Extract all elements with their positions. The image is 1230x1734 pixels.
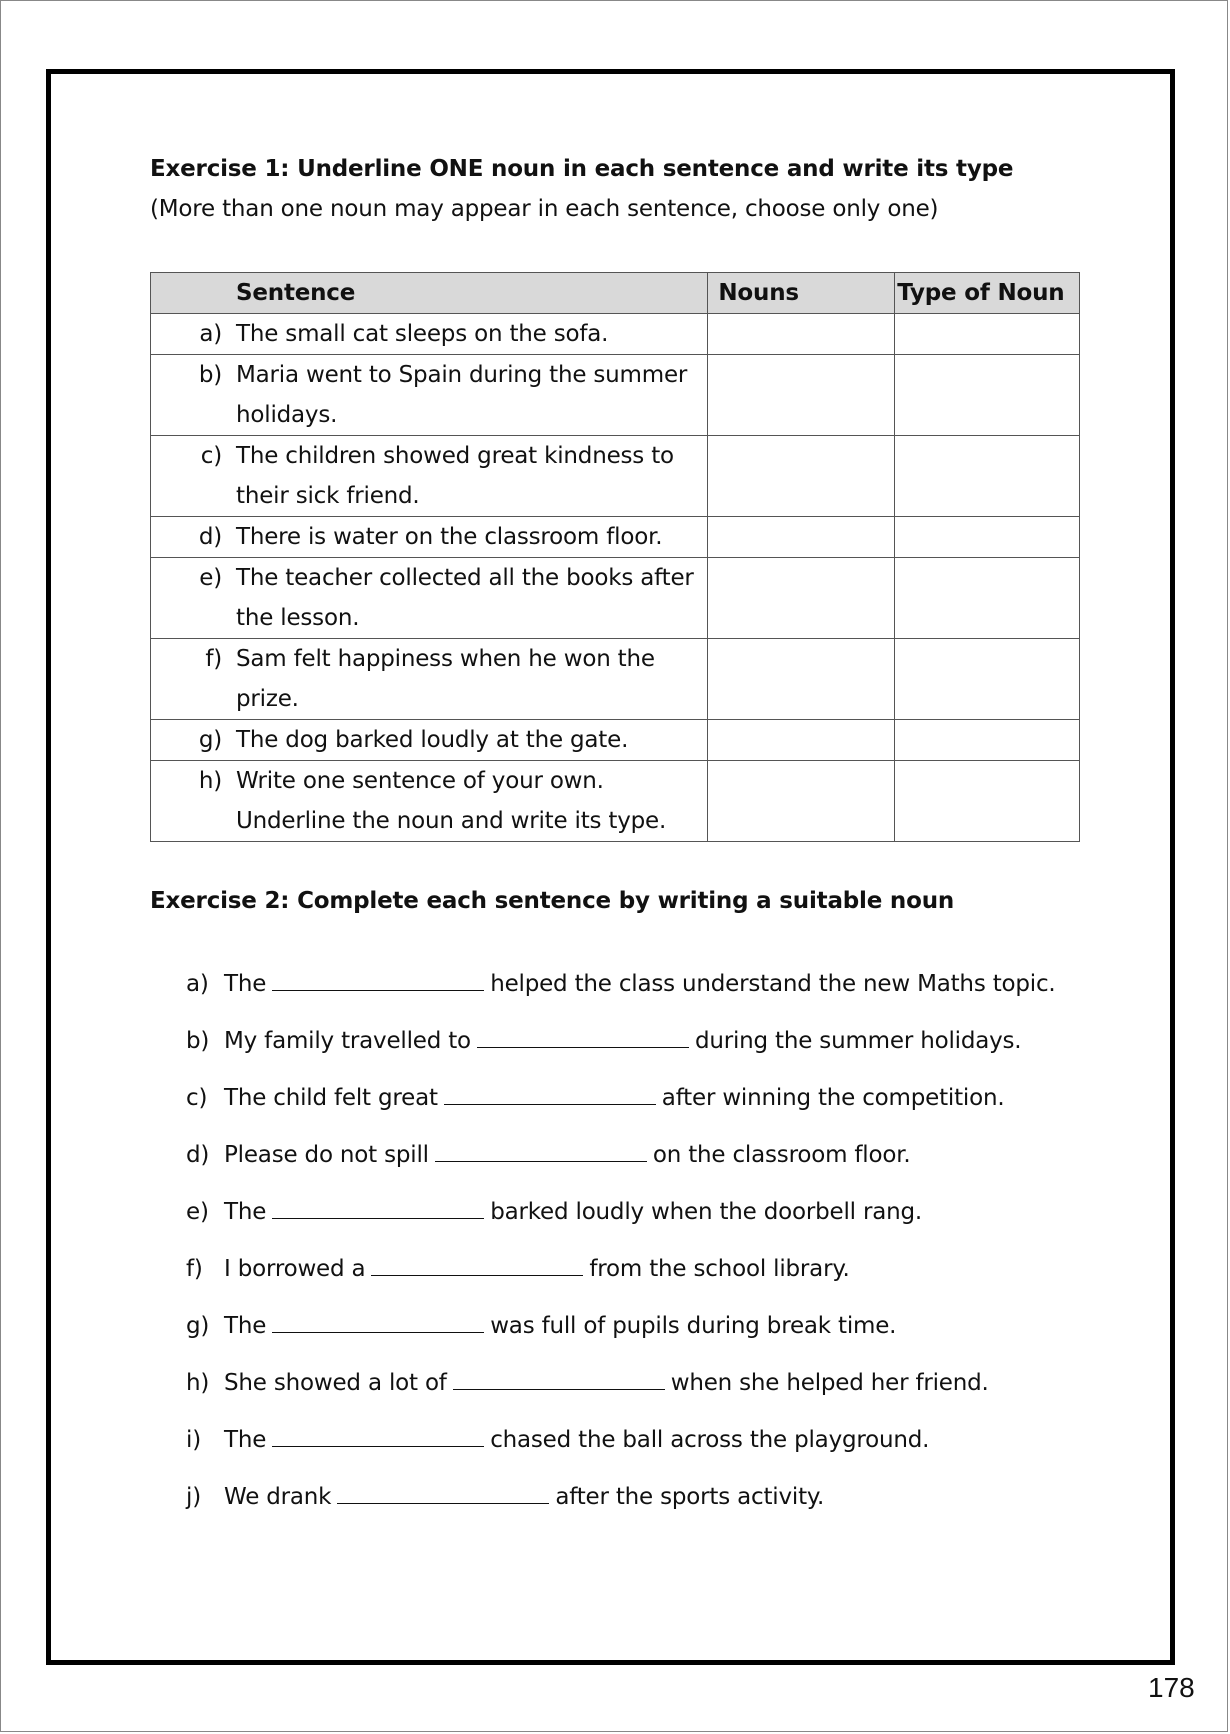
table-row — [151, 517, 1080, 558]
nouns-answer-cell[interactable] — [708, 314, 895, 355]
item-letter: a) — [199, 321, 222, 347]
item-letter: d) — [198, 524, 222, 550]
sentence-start: My family travelled to — [224, 1028, 471, 1054]
nouns-answer-cell[interactable] — [708, 517, 895, 558]
table-row — [151, 314, 1080, 355]
sentence-cell — [151, 639, 708, 720]
list-item — [186, 1078, 1056, 1135]
nouns-answer-cell[interactable] — [708, 639, 895, 720]
type-answer-cell[interactable] — [895, 314, 1080, 355]
item-letter: i) — [186, 1427, 201, 1453]
sentence-text: The teacher collected all the books after the lesson. — [236, 565, 694, 631]
sentence-cell — [151, 314, 708, 355]
sentence-end: on the classroom floor. — [652, 1142, 911, 1168]
noun-table — [150, 272, 1080, 842]
header-sentence: Sentence — [151, 273, 708, 314]
item-letter: b) — [186, 1028, 210, 1054]
sentence-cell — [151, 558, 708, 639]
exercise-2-title: Exercise 2: Complete each sentence by writing a suitable noun — [150, 888, 955, 914]
type-answer-cell[interactable] — [895, 355, 1080, 436]
sentence-start: I borrowed a — [224, 1256, 366, 1282]
exercise-2-list — [186, 964, 1056, 1534]
sentence-text: There is water on the classroom floor. — [236, 524, 663, 550]
list-item — [186, 1477, 1056, 1534]
type-answer-cell[interactable] — [895, 558, 1080, 639]
sentence-text: Maria went to Spain during the summer holidays. — [236, 362, 688, 428]
page-number: 178 — [1148, 1672, 1195, 1703]
answer-blank[interactable] — [453, 1363, 665, 1390]
sentence-start: The child felt great — [224, 1085, 438, 1111]
sentence-cell — [151, 517, 708, 558]
answer-blank[interactable] — [435, 1135, 647, 1162]
type-answer-cell[interactable] — [895, 761, 1080, 842]
sentence-text: The dog barked loudly at the gate. — [236, 727, 629, 753]
item-letter: f) — [205, 646, 222, 672]
answer-blank[interactable] — [444, 1078, 656, 1105]
sentence-start: She showed a lot of — [224, 1370, 447, 1396]
sentence-start: The — [224, 1427, 267, 1453]
item-letter: f) — [186, 1256, 203, 1282]
type-answer-cell[interactable] — [895, 639, 1080, 720]
table-header-row — [151, 273, 1080, 314]
sentence-cell — [151, 720, 708, 761]
list-item — [186, 1021, 1056, 1078]
table-row — [151, 355, 1080, 436]
sentence-cell — [151, 436, 708, 517]
table-row — [151, 436, 1080, 517]
item-letter: d) — [186, 1142, 210, 1168]
item-letter: g) — [198, 727, 222, 753]
sentence-end: from the school library. — [589, 1256, 850, 1282]
sentence-text: Write one sentence of your own. Underline the noun and write its type. — [236, 768, 667, 834]
nouns-answer-cell[interactable] — [708, 720, 895, 761]
sentence-text: The children showed great kindness to their sick friend. — [236, 443, 674, 509]
answer-blank[interactable] — [272, 1420, 484, 1447]
answer-blank[interactable] — [272, 1192, 484, 1219]
sentence-end: after the sports activity. — [555, 1484, 825, 1510]
item-letter: c) — [200, 443, 222, 469]
type-answer-cell[interactable] — [895, 517, 1080, 558]
item-letter: h) — [186, 1370, 210, 1396]
sentence-cell — [151, 761, 708, 842]
sentence-text: The small cat sleeps on the sofa. — [236, 321, 609, 347]
sentence-start: We drank — [224, 1484, 332, 1510]
nouns-answer-cell[interactable] — [708, 355, 895, 436]
list-item — [186, 1192, 1056, 1249]
nouns-answer-cell[interactable] — [708, 558, 895, 639]
answer-blank[interactable] — [371, 1249, 583, 1276]
item-letter: b) — [198, 362, 222, 388]
table-row — [151, 720, 1080, 761]
header-type-of-noun: Type of Noun — [895, 273, 1080, 314]
answer-blank[interactable] — [337, 1477, 549, 1504]
answer-blank[interactable] — [272, 1306, 484, 1333]
header-nouns: Nouns — [708, 273, 895, 314]
item-letter: h) — [198, 768, 222, 794]
sentence-start: Please do not spill — [224, 1142, 429, 1168]
table-row — [151, 761, 1080, 842]
item-letter: e) — [199, 565, 222, 591]
table-row — [151, 639, 1080, 720]
sentence-end: barked loudly when the doorbell rang. — [490, 1199, 923, 1225]
nouns-answer-cell[interactable] — [708, 761, 895, 842]
sentence-start: The — [224, 1199, 267, 1225]
type-answer-cell[interactable] — [895, 720, 1080, 761]
type-answer-cell[interactable] — [895, 436, 1080, 517]
list-item — [186, 1420, 1056, 1477]
sentence-end: helped the class understand the new Maths topic. — [490, 971, 1056, 997]
answer-blank[interactable] — [272, 964, 484, 991]
item-letter: a) — [186, 971, 209, 997]
item-letter: e) — [186, 1199, 209, 1225]
sentence-start: The — [224, 971, 267, 997]
sentence-start: The — [224, 1313, 267, 1339]
sentence-end: after winning the competition. — [661, 1085, 1005, 1111]
exercise-1-title: Exercise 1: Underline ONE noun in each sentence and write its type — [150, 156, 1014, 182]
sentence-end: chased the ball across the playground. — [490, 1427, 930, 1453]
exercise-1-instructions: (More than one noun may appear in each sentence, choose only one) — [150, 196, 939, 222]
list-item — [186, 964, 1056, 1021]
list-item — [186, 1249, 1056, 1306]
list-item — [186, 1306, 1056, 1363]
sentence-end: during the summer holidays. — [694, 1028, 1022, 1054]
answer-blank[interactable] — [477, 1021, 689, 1048]
list-item — [186, 1135, 1056, 1192]
item-letter: j) — [186, 1484, 201, 1510]
nouns-answer-cell[interactable] — [708, 436, 895, 517]
table-row — [151, 558, 1080, 639]
sentence-text: Sam felt happiness when he won the prize. — [236, 646, 655, 712]
sentence-end: was full of pupils during break time. — [490, 1313, 897, 1339]
item-letter: g) — [186, 1313, 210, 1339]
item-letter: c) — [186, 1085, 208, 1111]
sentence-end: when she helped her friend. — [670, 1370, 989, 1396]
list-item — [186, 1363, 1056, 1420]
sentence-cell — [151, 355, 708, 436]
